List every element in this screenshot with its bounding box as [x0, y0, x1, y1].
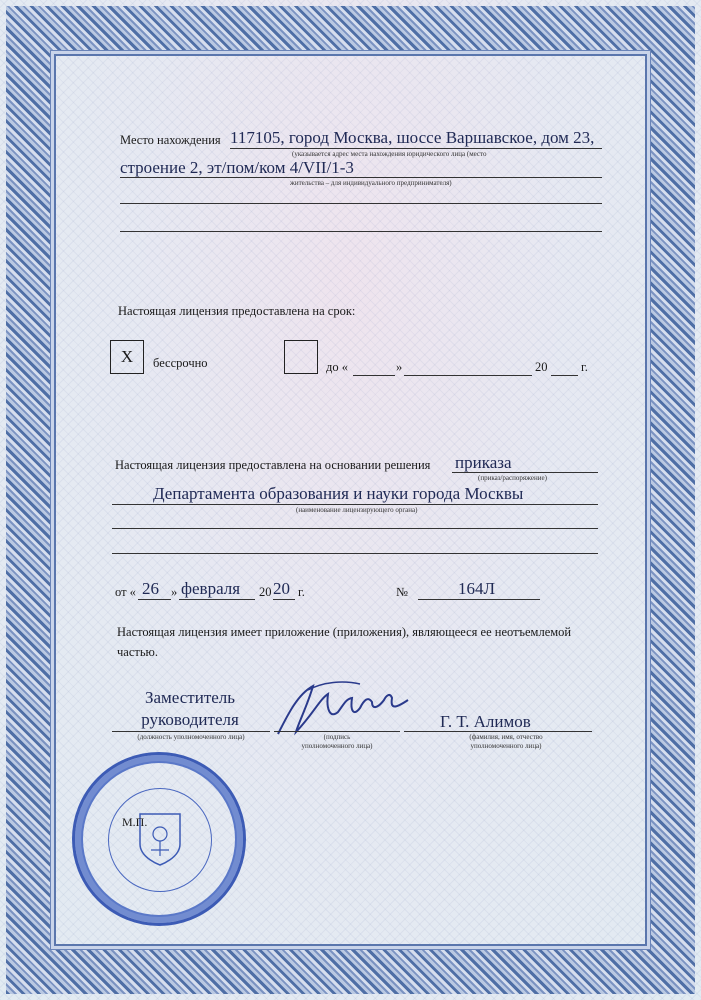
- date-year: 20: [273, 579, 290, 598]
- date-from: от «: [115, 585, 136, 599]
- date-year-prefix: 20: [259, 585, 272, 599]
- date-close-quote: »: [171, 585, 178, 599]
- date-day: 26: [142, 579, 159, 598]
- name-hint2: уполномоченного лица): [470, 742, 542, 750]
- appendix-line2: частью.: [117, 645, 159, 659]
- signature-hint2: уполномоченного лица): [301, 742, 373, 750]
- position-hint: (должность уполномоченного лица): [137, 733, 245, 741]
- until-prefix: до «: [326, 360, 348, 374]
- location-label: Место нахождения: [120, 133, 221, 147]
- until-checkbox[interactable]: [284, 340, 318, 374]
- term-label: Настоящая лицензия предоставлена на срок:: [118, 304, 356, 318]
- location-hint2: жительства – для индивидуального предпринимателя): [290, 179, 452, 187]
- name-hint1: (фамилия, имя, отчество: [469, 733, 543, 741]
- until-year-prefix: 20: [535, 360, 548, 374]
- basis-label: Настоящая лицензия предоставлена на основании решения: [115, 458, 431, 472]
- location-hint1: (указывается адрес места нахождения юридического лица (место: [292, 150, 487, 158]
- until-year-suffix: г.: [581, 360, 588, 374]
- number-label: №: [396, 585, 408, 599]
- basis-decision: приказа: [455, 453, 512, 472]
- position-line2: руководителя: [141, 710, 239, 729]
- basis-authority-hint: (наименование лицензирующего органа): [296, 506, 418, 514]
- location-line2: строение 2, эт/пом/ком 4/VII/1-3: [120, 158, 354, 177]
- license-number: 164Л: [458, 579, 496, 598]
- official-seal: [72, 752, 246, 926]
- position-line1: Заместитель: [144, 688, 236, 707]
- date-year-suffix: г.: [298, 585, 305, 599]
- signature-hint1: (подпись: [323, 733, 351, 741]
- until-quote: »: [396, 360, 403, 374]
- indefinite-label: бессрочно: [153, 356, 208, 370]
- location-line1: 117105, город Москва, шоссе Варшавское, дом 23,: [230, 128, 595, 147]
- check-mark: X: [120, 347, 134, 366]
- basis-authority: Департамента образования и науки города Москвы: [153, 484, 524, 503]
- date-month: февраля: [181, 579, 241, 598]
- official-name: Г. Т. Алимов: [440, 712, 531, 731]
- indefinite-checkbox[interactable]: [110, 340, 144, 374]
- appendix-line1: Настоящая лицензия имеет приложение (приложения), являющееся ее неотъемлемой: [117, 625, 572, 639]
- seal-label: М.П.: [122, 815, 148, 829]
- basis-decision-hint: (приказ/распоряжение): [478, 474, 547, 482]
